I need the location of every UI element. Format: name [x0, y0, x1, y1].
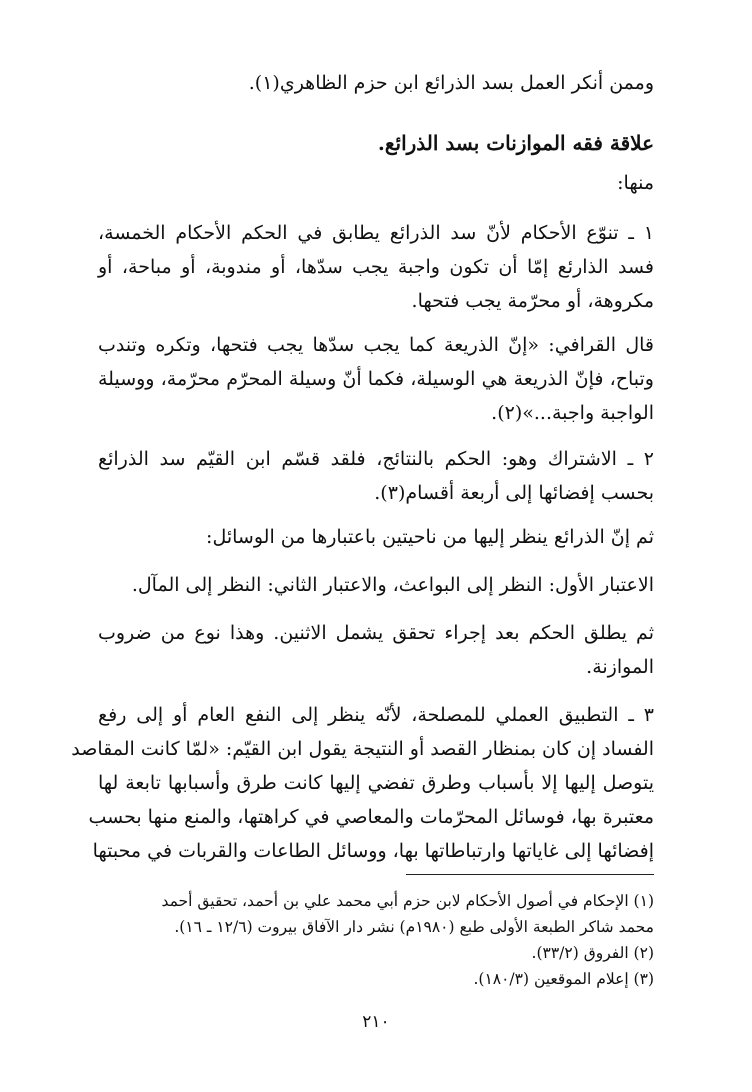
paragraph-line: معتبرة بها، فوسائل المحرّمات والمعاصي في كراهتها، والمنع منها بحسب — [88, 806, 654, 828]
paragraph-line: يتوصل إليها إلا بأسباب وطرق تفضي إليها كانت طرق وأسبابها تابعة لها — [98, 772, 654, 794]
footnote-line: (٢) الفروق (٣٣/٢). — [531, 944, 654, 962]
paragraph-line: مكروهة، أو محرّمة يجب فتحها. — [411, 290, 654, 312]
paragraph-line: وممن أنكر العمل بسد الذرائع ابن حزم الظاهري(١). — [248, 72, 654, 94]
paragraph-line: الموازنة. — [586, 656, 654, 678]
paragraph-line: ٣ ـ التطبيق العملي للمصلحة، لأنّه ينظر إلى النفع العام أو إلى رفع — [98, 704, 654, 726]
footnote-divider — [406, 874, 654, 875]
paragraph-line: منها: — [617, 172, 654, 194]
paragraph-line: ثم إنّ الذرائع ينظر إليها من ناحيتين باعتبارها من الوسائل: — [206, 526, 654, 548]
paragraph-line: ٢ ـ الاشتراك وهو: الحكم بالنتائج، فلقد قسّم ابن القيّم سد الذرائع — [98, 448, 654, 470]
paragraph-line: فسد الذارئع إمّا أن تكون واجبة يجب سدّها، أو مندوبة، أو مباحة، أو — [98, 256, 654, 278]
footnote-line: (١) الإحكام في أصول الأحكام لابن حزم أبي محمد علي بن أحمد، تحقيق أحمد — [161, 892, 654, 910]
paragraph-line: بحسب إفضائها إلى أربعة أقسام(٣). — [374, 482, 654, 504]
paragraph-line: ١ ـ تنوّع الأحكام لأنّ سد الذرائع يطابق في الحكم الأحكام الخمسة، — [98, 222, 654, 244]
paragraph-line: ثم يطلق الحكم بعد إجراء تحقق يشمل الاثنين. وهذا نوع من ضروب — [98, 622, 654, 644]
paragraph-line: إفضائها إلى غاياتها وارتباطاتها بها، ووسائل الطاعات والقربات في محبتها — [92, 840, 654, 862]
footnote-line: محمد شاكر الطبعة الأولى طبع (١٩٨٠م) نشر دار الآفاق بيروت (١٢/٦ ـ ١٦). — [174, 918, 654, 936]
page-number: ٢١٠ — [362, 1012, 390, 1032]
footnote-line: (٣) إعلام الموقعين (١٨٠/٣). — [473, 970, 654, 988]
paragraph-line: الاعتبار الأول: النظر إلى البواعث، والاعتبار الثاني: النظر إلى المآل. — [131, 574, 654, 596]
section-heading: علاقة فقه الموازنات بسد الذرائع. — [377, 131, 654, 155]
paragraph-line: قال القرافي: «إنّ الذريعة كما يجب سدّها يجب فتحها، وتكره وتندب — [98, 334, 654, 356]
paragraph-line: الفساد إن كان بمنظار القصد أو النتيجة يقول ابن القيّم: «لمّا كانت المقاصد — [71, 738, 654, 760]
paragraph-line: وتباح، فإنّ الذريعة هي الوسيلة، فكما أنّ وسيلة المحرّم محرّمة، ووسيلة — [98, 368, 654, 390]
paragraph-line: الواجبة واجبة...»(٢). — [491, 402, 654, 424]
